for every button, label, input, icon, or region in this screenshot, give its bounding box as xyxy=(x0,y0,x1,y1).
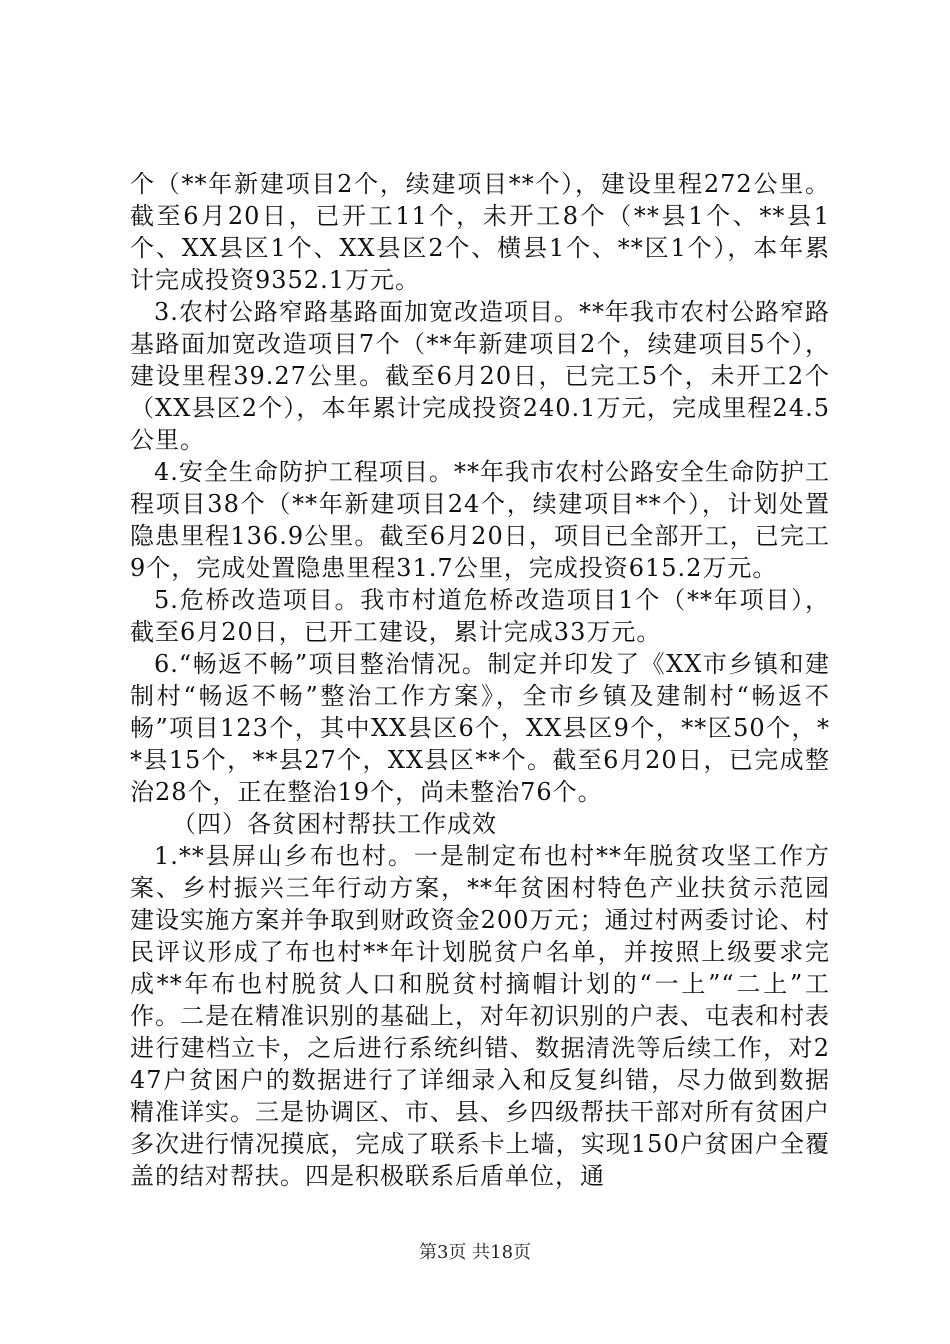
document-body xyxy=(130,168,830,1192)
paragraph-item-6: 6.“畅返不畅”项目整治情况。制定并印发了《XX市乡镇和建制村“畅返不畅”整治工作方案》，全市乡镇及建制村“畅返不畅”项目123个，其中XX县区6个，XX县区9个，**区50个，**县15个，**县27个，XX县区**个。截至6月20日，已完成整治28个，正在整治19个，尚未整治76个。 xyxy=(130,650,830,806)
paragraph-village-1: 1.**县屏山乡布也村。一是制定布也村**年脱贫攻坚工作方案、乡村振兴三年行动方案，**年贫困村特色产业扶贫示范园建设实施方案并争取到财政资金200万元；通过村两委讨论、村民评议形成了布也村**年计划脱贫户名单，并按照上级要求完成**年布也村脱贫人口和脱贫村摘帽计划的“一上”“二上”工作。二是在精准识别的基础上，对年初识别的户表、屯表和村表进行建档立卡，之后进行系统纠错、数据清洗等后续工作，对247户贫困户的数据进行了详细录入和反复纠错，尽力做到数据精准详实。三是协调区、市、县、乡四级帮扶干部对所有贫困户多次进行情况摸底，完成了联系卡上墙，实现150户贫困户全覆盖的结对帮扶。四是积极联系后盾单位，通 xyxy=(130,842,830,1190)
page-footer: 第3页 共18页 xyxy=(418,1242,532,1263)
paragraph-item-3: 3.农村公路窄路基路面加宽改造项目。**年我市农村公路窄路基路面加宽改造项目7个（**年新建项目2个，续建项目5个），建设里程39.27公里。截至6月20日，已完工5个，未开工2个（XX县区2个），本年累计完成投资240.1万元，完成里程24.5公里。 xyxy=(130,298,830,454)
paragraph-item-4: 4.安全生命防护工程项目。**年我市农村公路安全生命防护工程项目38个（**年新建项目24个，续建项目**个），计划处置隐患里程136.9公里。截至6月20日，项目已全部开工，已完工9个，完成处置隐患里程31.7公里，完成投资615.2万元。 xyxy=(130,458,830,582)
paragraph-continuation: 个（**年新建项目2个，续建项目**个），建设里程272公里。截至6月20日，已开工11个，未开工8个（**县1个、**县1个、XX县区1个、XX县区2个、横县1个、**区1个），本年累计完成投资9352.1万元。 xyxy=(130,170,830,294)
section-heading: （四）各贫困村帮扶工作成效 xyxy=(172,810,497,838)
paragraph-item-5: 5.危桥改造项目。我市村道危桥改造项目1个（**年项目），截至6月20日，已开工建设，累计完成33万元。 xyxy=(130,586,830,646)
